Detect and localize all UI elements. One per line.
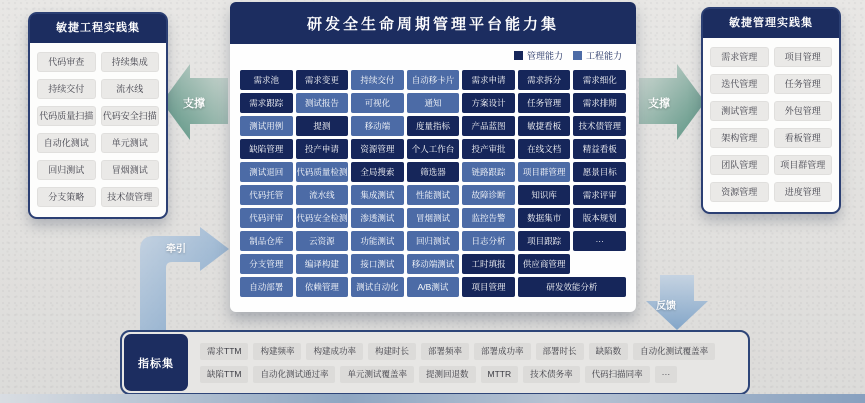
- capability-chip: 监控告警: [462, 208, 515, 228]
- capability-chip: 数据集市: [518, 208, 571, 228]
- capability-chip: 知识库: [518, 185, 571, 205]
- legend-item: [573, 49, 622, 62]
- practice-chip: 任务管理: [774, 74, 833, 94]
- capability-chip: 编译构建: [296, 254, 349, 274]
- capability-chip: 性能测试: [407, 185, 460, 205]
- agile-engineering-practices-grid: [30, 43, 166, 217]
- capability-chip: 产品蓝图: [462, 116, 515, 136]
- feedback-arrow-label: 反馈: [656, 301, 676, 312]
- capability-chip: 敏捷看板: [518, 116, 571, 136]
- capability-chip: 自动移卡片: [407, 70, 460, 90]
- practice-chip: 进度管理: [774, 182, 833, 202]
- practice-chip: 看板管理: [774, 128, 833, 148]
- capability-chip: 缺陷管理: [240, 139, 293, 159]
- metric-chip: 技术债务率: [523, 366, 580, 383]
- capability-chip: 需求跟踪: [240, 93, 293, 113]
- capability-chip: 代码托管: [240, 185, 293, 205]
- capability-chip: 移动端: [351, 116, 404, 136]
- capability-chip: 项目管理: [462, 277, 515, 297]
- legend-item: [514, 49, 563, 62]
- capability-chip: 代码安全检测: [296, 208, 349, 228]
- metric-chip: 部署频率: [421, 343, 469, 360]
- practice-chip: 资源管理: [710, 182, 769, 202]
- capability-chip: 测试退回: [240, 162, 293, 182]
- practice-chip: 团队管理: [710, 155, 769, 175]
- practice-chip: 代码安全扫描: [101, 106, 160, 126]
- capability-chip: 测试报告: [296, 93, 349, 113]
- capability-chip: 测试用例: [240, 116, 293, 136]
- metric-chip: 需求TTM: [200, 343, 248, 360]
- legend-label: 工程能力: [585, 50, 622, 61]
- capability-row: [240, 277, 626, 297]
- metrics-rows: [190, 332, 748, 393]
- capability-chip: 度量指标: [407, 116, 460, 136]
- capability-row: [240, 139, 626, 159]
- capability-legend: [230, 44, 636, 66]
- metric-chip: 部署成功率: [474, 343, 531, 360]
- capability-chip: 投产审批: [462, 139, 515, 159]
- capability-chip: 自动部署: [240, 277, 293, 297]
- capability-row: [240, 231, 626, 251]
- capability-chip: 功能测试: [351, 231, 404, 251]
- practice-chip: 代码质量扫描: [37, 106, 96, 126]
- capability-chip: 接口测试: [351, 254, 404, 274]
- capability-chip: 依赖管理: [296, 277, 349, 297]
- practice-chip: 外包管理: [774, 101, 833, 121]
- capability-chip: 移动端测试: [407, 254, 460, 274]
- capability-chip: 项目跟踪: [518, 231, 571, 251]
- practice-chip: 代码审查: [37, 52, 96, 72]
- capability-chip: 冒烟测试: [407, 208, 460, 228]
- metric-chip: 构建时长: [368, 343, 416, 360]
- metric-chip: 提测回退数: [419, 366, 476, 383]
- metric-chip: ···: [655, 366, 678, 383]
- capability-chip: 代码质量检测: [296, 162, 349, 182]
- practice-chip: 流水线: [101, 79, 160, 99]
- practice-chip: 需求管理: [710, 47, 769, 67]
- capability-chip: 投产申请: [296, 139, 349, 159]
- legend-swatch-icon: [514, 51, 523, 60]
- capability-chip: 需求排期: [573, 93, 626, 113]
- practice-chip: 回归测试: [37, 160, 96, 180]
- platform-capability-panel: [230, 2, 636, 312]
- capability-chip: 研发效能分析: [518, 277, 626, 297]
- capability-chip: 可视化: [351, 93, 404, 113]
- pull-arrow-label: 牵引: [166, 244, 186, 255]
- capability-row: [240, 162, 626, 182]
- metric-chip: 自动化测试覆盖率: [633, 343, 715, 360]
- metrics-row-2: [200, 366, 742, 383]
- feedback-arrow: [640, 275, 715, 333]
- practice-chip: 项目群管理: [774, 155, 833, 175]
- agile-engineering-practices-panel: [28, 12, 168, 219]
- capability-chip: 集成测试: [351, 185, 404, 205]
- practice-chip: 项目管理: [774, 47, 833, 67]
- capability-row: [240, 116, 626, 136]
- capability-chip: 精益看板: [573, 139, 626, 159]
- metric-chip: 单元测试覆盖率: [340, 366, 414, 383]
- legend-label: 管理能力: [526, 50, 563, 61]
- capability-chip: 提测: [296, 116, 349, 136]
- capability-chip: 制品仓库: [240, 231, 293, 251]
- capability-row: [240, 185, 626, 205]
- agile-management-practices-panel: [701, 7, 841, 214]
- metric-chip: 构建成功率: [306, 343, 363, 360]
- capability-chip: 通知: [407, 93, 460, 113]
- practice-chip: 架构管理: [710, 128, 769, 148]
- capability-row: [240, 70, 626, 90]
- metric-chip: 构建频率: [253, 343, 301, 360]
- agile-management-practices-grid: [703, 38, 839, 212]
- capability-chip: 方案设计: [462, 93, 515, 113]
- metric-chip: 部署时长: [536, 343, 584, 360]
- capability-chip: 任务管理: [518, 93, 571, 113]
- metric-chip: MTTR: [481, 366, 519, 383]
- capability-grid: [230, 66, 636, 297]
- capability-chip: 回归测试: [407, 231, 460, 251]
- capability-chip: 资源管理: [351, 139, 404, 159]
- agile-engineering-practices-title: 敏捷工程实践集: [30, 14, 166, 43]
- support-arrow-right-label: 支撑: [648, 98, 670, 110]
- practice-chip: 冒烟测试: [101, 160, 160, 180]
- practice-chip: 单元测试: [101, 133, 160, 153]
- capability-chip: 需求申请: [462, 70, 515, 90]
- capability-chip: 需求拆分: [518, 70, 571, 90]
- metric-chip: 缺陷TTM: [200, 366, 248, 383]
- capability-row: [240, 93, 626, 113]
- capability-chip: 渗透测试: [351, 208, 404, 228]
- practice-chip: 分支策略: [37, 187, 96, 207]
- capability-chip: 项目群管理: [518, 162, 571, 182]
- capability-chip: 需求评审: [573, 185, 626, 205]
- capability-chip: 全局搜索: [351, 162, 404, 182]
- capability-chip: 需求池: [240, 70, 293, 90]
- capability-chip: 流水线: [296, 185, 349, 205]
- capability-chip: 个人工作台: [407, 139, 460, 159]
- capability-row: [240, 254, 626, 274]
- capability-chip: 愿景目标: [573, 162, 626, 182]
- capability-chip: 日志分析: [462, 231, 515, 251]
- agile-management-practices-title: 敏捷管理实践集: [703, 9, 839, 38]
- capability-row: [240, 208, 626, 228]
- support-arrow-left-label: 支撑: [183, 98, 205, 110]
- capability-chip: 筛选器: [407, 162, 460, 182]
- capability-chip: 分支管理: [240, 254, 293, 274]
- capability-chip: ···: [573, 231, 626, 251]
- capability-chip: 需求细化: [573, 70, 626, 90]
- practice-chip: 持续交付: [37, 79, 96, 99]
- capability-chip: 技术债管理: [573, 116, 626, 136]
- metric-chip: 缺陷数: [589, 343, 629, 360]
- floor-reflection-strip: [0, 394, 865, 403]
- practice-chip: 迭代管理: [710, 74, 769, 94]
- capability-chip: 故障诊断: [462, 185, 515, 205]
- capability-chip: 在线文档: [518, 139, 571, 159]
- capability-chip: 版本规划: [573, 208, 626, 228]
- capability-chip: 工时填报: [462, 254, 515, 274]
- capability-chip: A/B测试: [407, 277, 460, 297]
- platform-title: 研发全生命周期管理平台能力集: [230, 2, 636, 44]
- capability-chip: 需求变更: [296, 70, 349, 90]
- practice-chip: 技术债管理: [101, 187, 160, 207]
- practice-chip: 持续集成: [101, 52, 160, 72]
- capability-chip: 代码评审: [240, 208, 293, 228]
- capability-chip: 持续交付: [351, 70, 404, 90]
- capability-chip: 云资源: [296, 231, 349, 251]
- metric-chip: 代码扫描同率: [585, 366, 650, 383]
- capability-chip: 供应商管理: [518, 254, 571, 274]
- capability-chip: 链路跟踪: [462, 162, 515, 182]
- legend-swatch-icon: [573, 51, 582, 60]
- practice-chip: 测试管理: [710, 101, 769, 121]
- metric-chip: 自动化测试通过率: [253, 366, 335, 383]
- metrics-row-1: [200, 343, 742, 360]
- capability-chip: 测试自动化: [351, 277, 404, 297]
- metrics-title: 指标集: [124, 334, 188, 391]
- practice-chip: 自动化测试: [37, 133, 96, 153]
- metrics-panel: [120, 330, 750, 395]
